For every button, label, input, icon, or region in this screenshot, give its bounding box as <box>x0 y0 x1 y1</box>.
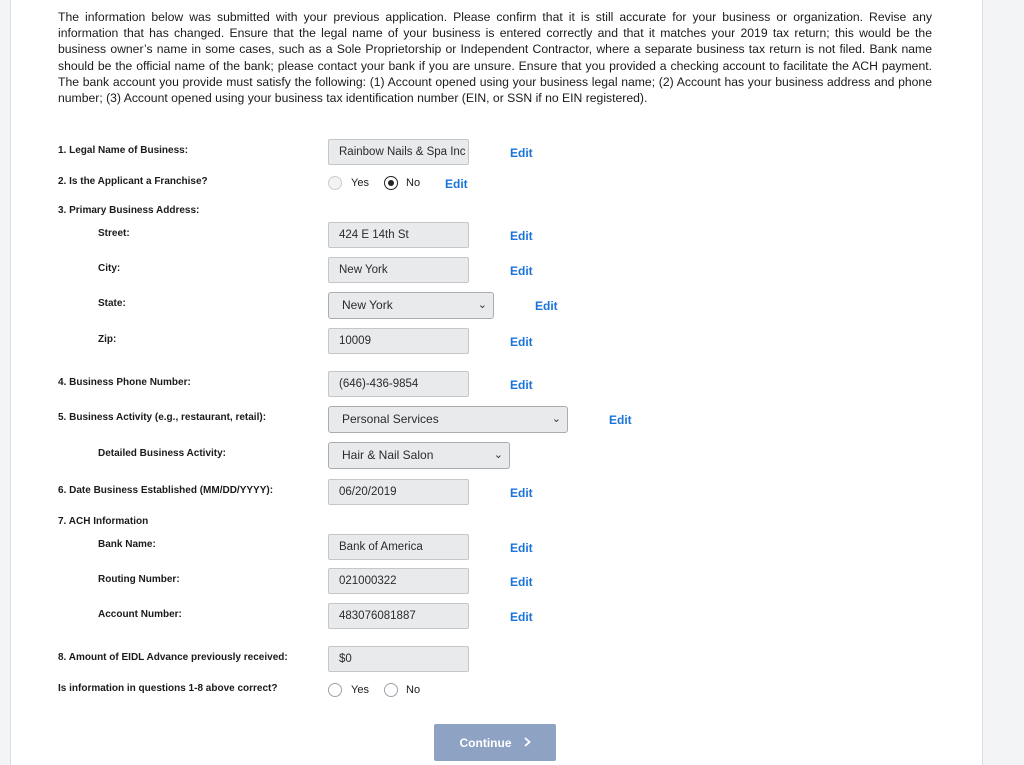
eidl-advance-field[interactable]: $0 <box>328 646 469 672</box>
address-label: 3. Primary Business Address: <box>58 205 200 216</box>
routing-number-field[interactable]: 021000322 <box>328 568 469 594</box>
state-select[interactable] <box>328 292 494 319</box>
street-label: Street: <box>98 228 130 239</box>
legal-name-field[interactable]: Rainbow Nails & Spa Inc <box>328 139 469 165</box>
detailed-activity-select[interactable] <box>328 442 510 469</box>
zip-label: Zip: <box>98 334 117 345</box>
chevron-down-icon: ⌄ <box>551 413 561 425</box>
bank-name-label: Bank Name: <box>98 539 156 550</box>
business-activity-label: 5. Business Activity (e.g., restaurant, retail): <box>58 412 267 423</box>
bank-name-field[interactable]: Bank of America <box>328 534 469 560</box>
routing-number-edit-link[interactable]: Edit <box>510 575 533 589</box>
state-edit-link[interactable]: Edit <box>535 299 558 313</box>
instructions-text: The information below was submitted with your previous application. Please confirm that it is still accurate for your business or organization. Revise any information that has changed. Ensure that the legal name of your business is entered correctly and that it matches your 2019 tax return; this would be the business owner’s name in some cases, such as a Sole Proprietorship or Independent Contractor, where a separate business tax return is not filed. Bank name should be the official name of the bank; please contact your bank if you are unsure. Ensure that you provided a checking account to facilitate the ACH payment. The bank account you provide must satisfy the following: (1) Account opened using your business legal name; (2) Account has your business address and phone number; (3) Account opened using your business tax identification number (EIN, or SSN if no EIN registered). <box>58 10 932 106</box>
franchise-yes-label: Yes <box>351 177 369 189</box>
routing-number-label: Routing Number: <box>98 574 180 585</box>
business-activity-select[interactable] <box>328 406 568 433</box>
confirm-yes-label: Yes <box>351 684 369 696</box>
franchise-edit-link[interactable]: Edit <box>445 177 468 191</box>
continue-button-label: Continue <box>459 735 512 750</box>
franchise-yes-radio[interactable] <box>328 176 342 190</box>
confirm-yes-radio[interactable] <box>328 683 342 697</box>
franchise-no-radio[interactable] <box>384 176 398 190</box>
confirm-no-radio[interactable] <box>384 683 398 697</box>
chevron-down-icon: ⌄ <box>493 449 503 461</box>
account-number-label: Account Number: <box>98 609 182 620</box>
eidl-advance-label: 8. Amount of EIDL Advance previously received: <box>58 652 288 663</box>
zip-edit-link[interactable]: Edit <box>510 335 533 349</box>
account-number-field[interactable]: 483076081887 <box>328 603 469 629</box>
account-number-edit-link[interactable]: Edit <box>510 610 533 624</box>
confirm-no-label: No <box>406 684 421 696</box>
detailed-activity-label: Detailed Business Activity: <box>98 448 227 459</box>
state-selected-value: New York <box>342 298 393 312</box>
street-field[interactable]: 424 E 14th St <box>328 222 469 248</box>
city-field[interactable]: New York <box>328 257 469 283</box>
phone-field[interactable]: (646)-436-9854 <box>328 371 469 397</box>
franchise-label: 2. Is the Applicant a Franchise? <box>58 176 208 187</box>
phone-edit-link[interactable]: Edit <box>510 378 533 392</box>
legal-name-edit-link[interactable]: Edit <box>510 146 533 160</box>
chevron-right-icon <box>524 736 531 750</box>
date-established-label: 6. Date Business Established (MM/DD/YYYY): <box>58 485 274 496</box>
date-established-edit-link[interactable]: Edit <box>510 486 533 500</box>
business-activity-selected-value: Personal Services <box>342 412 439 426</box>
phone-label: 4. Business Phone Number: <box>58 377 191 388</box>
zip-field[interactable]: 10009 <box>328 328 469 354</box>
legal-name-label: 1. Legal Name of Business: <box>58 145 189 156</box>
continue-button[interactable] <box>434 724 556 761</box>
franchise-no-label: No <box>406 177 421 189</box>
detailed-activity-selected-value: Hair & Nail Salon <box>342 448 434 462</box>
date-established-field[interactable]: 06/20/2019 <box>328 479 469 505</box>
bank-name-edit-link[interactable]: Edit <box>510 541 533 555</box>
street-edit-link[interactable]: Edit <box>510 229 533 243</box>
city-label: City: <box>98 263 121 274</box>
confirm-correct-label: Is information in questions 1-8 above correct? <box>58 683 278 694</box>
city-edit-link[interactable]: Edit <box>510 264 533 278</box>
business-activity-edit-link[interactable]: Edit <box>609 413 632 427</box>
state-label: State: <box>98 298 126 309</box>
chevron-down-icon: ⌄ <box>477 299 487 311</box>
ach-label: 7. ACH Information <box>58 516 149 527</box>
